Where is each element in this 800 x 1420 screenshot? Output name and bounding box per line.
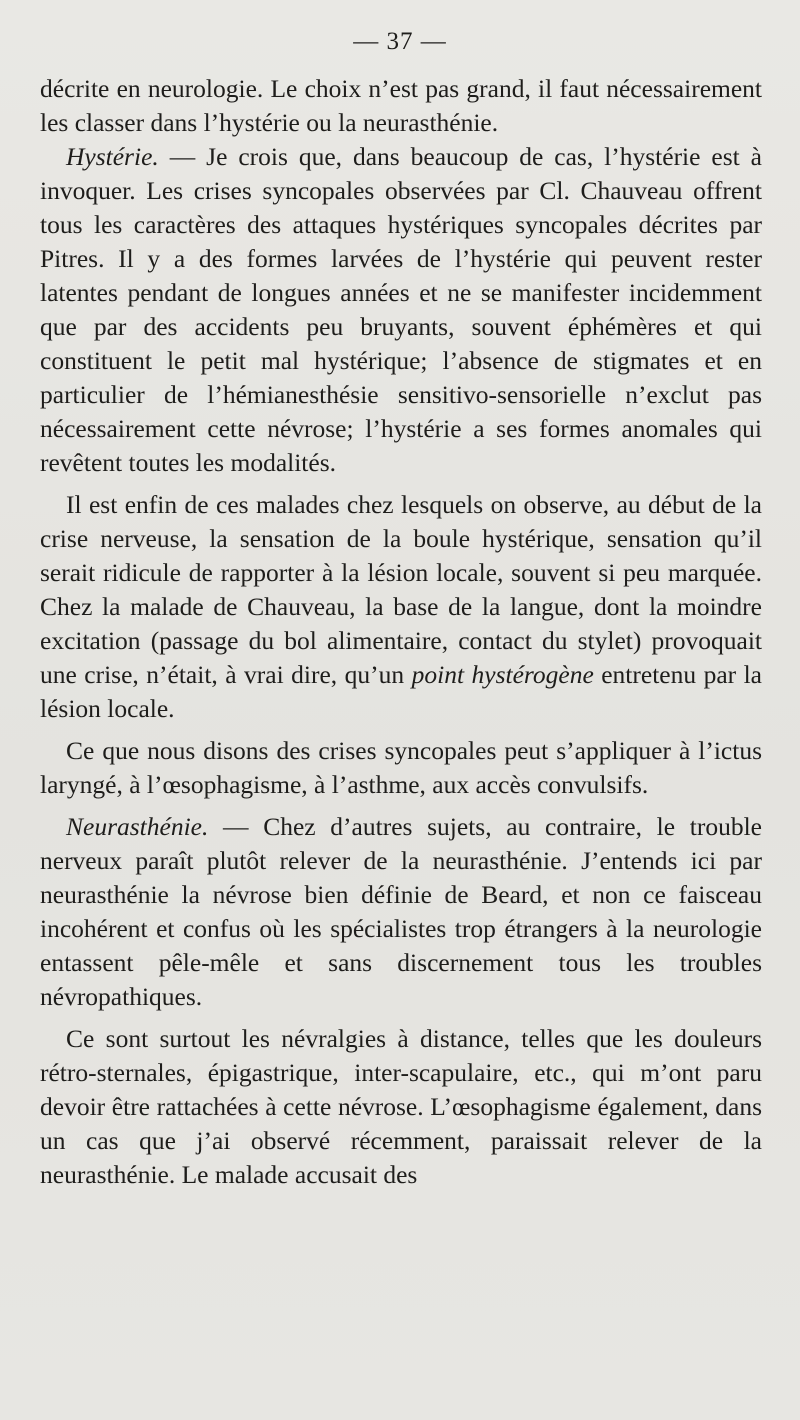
paragraph-boule-hysterique (40, 488, 762, 726)
paragraph-neurasthenie (40, 810, 762, 1014)
paragraph-text: Ce que nous disons des crises syncopales peut s’appliquer à l’ictus laryngé, à l’œsophagisme, à l’asthme, aux accès convulsifs. (40, 736, 762, 799)
paragraph-crises-syncopales (40, 734, 762, 802)
body-text (40, 72, 762, 1192)
paragraph-continuation (40, 72, 762, 140)
paragraph-text: — Je crois que, dans beaucoup de cas, l’hystérie est à invoquer. Les crises syncopales observées par Cl. Chauveau offrent tous les caractères des attaques hystériques syncopales décrites par Pitres. Il y a des formes larvées de l’hystérie qui peuvent rester latentes pendant de longues années et ne se manifester incidemment que par des accidents peu bruyants, souvent éphémères et qui constituent le petit mal hystérique; l’absence de stigmates et en particulier de l’hémianesthésie sensitivo-sensorielle n’exclut pas nécessairement cette névrose; l’hystérie a ses formes anomales qui revêtent toutes les modalités. (40, 142, 762, 477)
paragraph-text: entretenu par la lésion locale. (40, 660, 763, 723)
paragraph-nevralgies (40, 1022, 762, 1192)
paragraph-text: décrite en neurologie. Le choix n’est pas grand, il faut nécessairement les classer dans l’hystérie ou la neurasthénie. (40, 74, 762, 137)
section-title-hysterie: Hystérie. (66, 142, 159, 171)
paragraph-hysterie (40, 140, 762, 480)
paragraph-text: Ce sont surtout les névralgies à distance, telles que les douleurs rétro-sternales, épigastrique, inter-scapulaire, etc., qui m’ont paru devoir être rattachées à cette névrose. L’œsophagisme également, dans un cas que j’ai observé récemment, paraissait relever de la neurasthénie. Le malade accusait des (40, 1024, 762, 1189)
paragraph-text: — Chez d’autres sujets, au contraire, le trouble nerveux paraît plutôt relever de la neurasthénie. J’entends ici par neurasthénie la névrose bien définie de Beard, et non ce faisceau incohérent et confus où les spécialistes trop étrangers à la neurologie entassent pêle-mêle et sans discernement tous les troubles névropathiques. (40, 812, 762, 1011)
page-number: — 37 — (353, 28, 447, 55)
emphasis-point-hysterogene: point hystérogène (411, 660, 594, 689)
paragraph-text: Il est enfin de ces malades chez lesquels on observe, au début de la crise nerveuse, la sensation de la boule hystérique, sensation qu’il serait ridicule de rapporter à la lésion locale, souvent si peu marquée. Chez la malade de Chauveau, la base de la langue, dont la moindre excitation (passage du bol alimentaire, contact du stylet) provoquait une crise, n’était, à vrai dire, qu’un (40, 490, 762, 689)
section-title-neurasthenie: Neurasthénie. (66, 812, 209, 841)
